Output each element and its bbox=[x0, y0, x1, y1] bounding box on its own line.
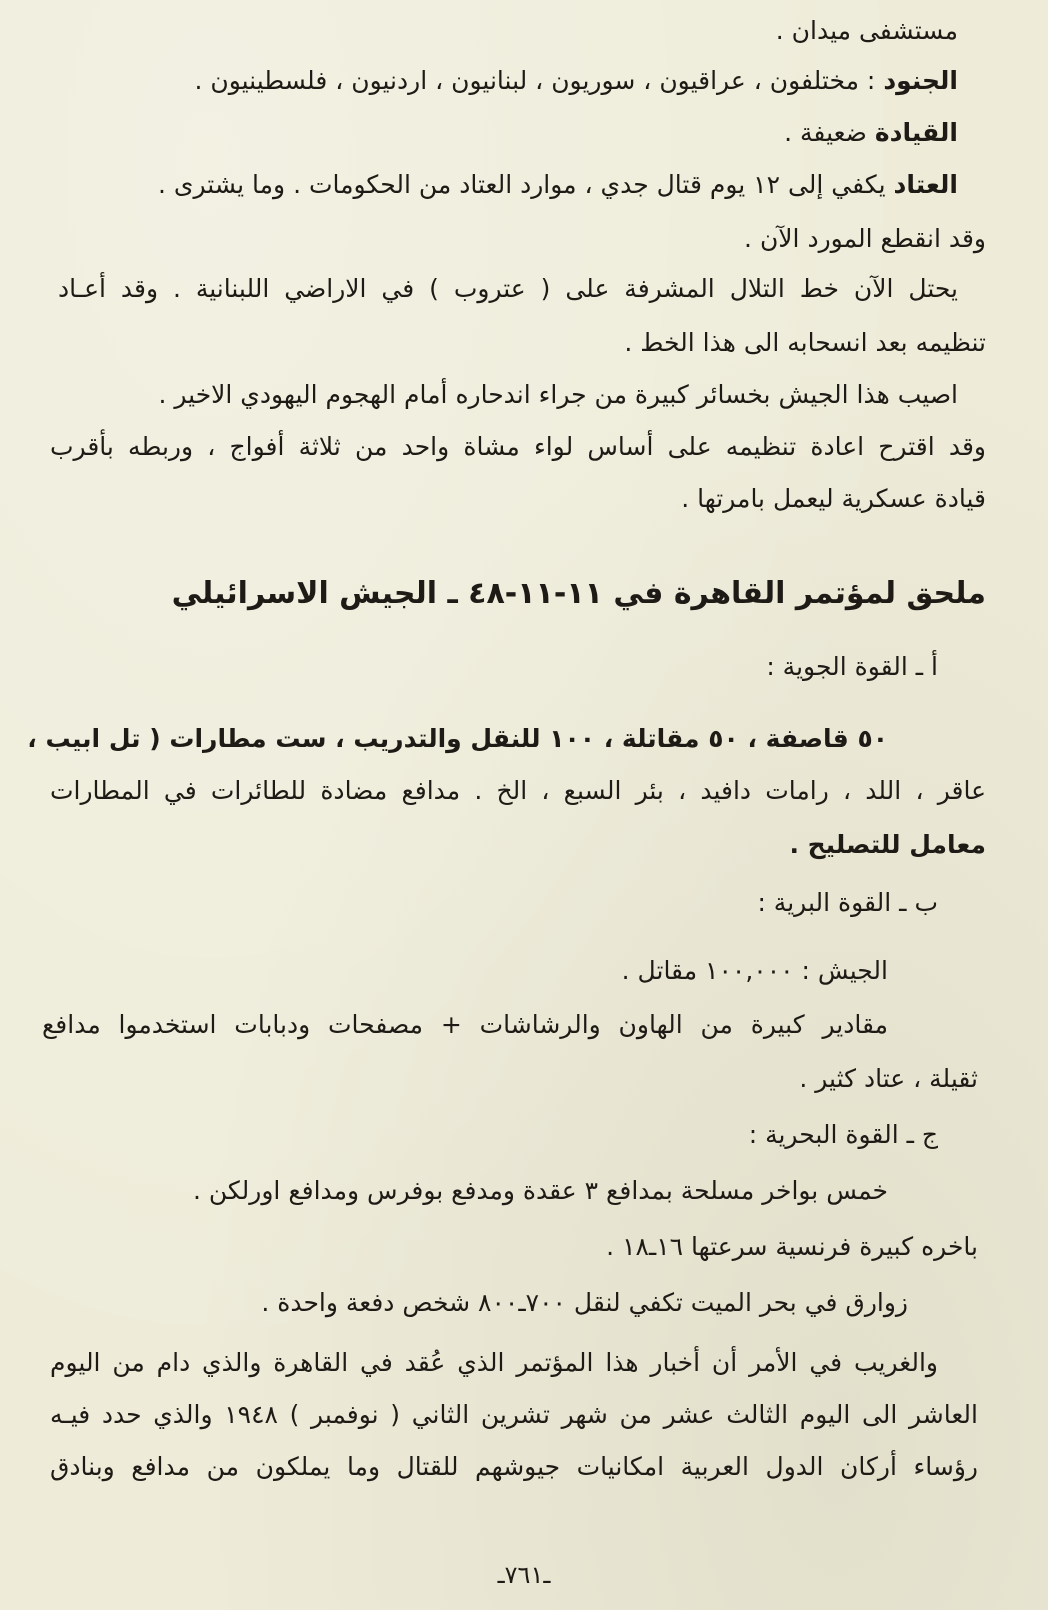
section-title: ملحق لمؤتمر القاهرة في ١١-١١-٤٨ ـ الجيش الاسرائيلي bbox=[171, 576, 986, 611]
naval-force-heading: ج ـ القوة البحرية : bbox=[748, 1120, 938, 1149]
line-reorganized: تنظيمه بعد انسحابه الى هذا الخط . bbox=[624, 328, 986, 357]
air-force-heading: أ ـ القوة الجوية : bbox=[766, 652, 938, 681]
label-soldiers: الجنود bbox=[883, 66, 958, 95]
air-force-line-3: معامل للتصليح . bbox=[789, 830, 986, 859]
naval-force-line-1: خمس بواخر مسلحة بمدافع ٣ عقدة ومدفع بوفرس ومدافع اورلكن . bbox=[192, 1176, 888, 1205]
air-force-line-1: ٥٠ قاصفة ، ٥٠ مقاتلة ، ١٠٠ للنقل والتدريب ، ست مطارات ( تل ابيب ، bbox=[27, 724, 888, 753]
naval-force-line-2: باخره كبيرة فرنسية سرعتها ١٦ـ١٨ . bbox=[606, 1232, 978, 1261]
land-force-heading: ب ـ القوة البرية : bbox=[757, 888, 938, 917]
line-ammunition: العتاد يكفي إلى ١٢ يوم قتال جدي ، موارد العتاد من الحكومات . وما يشترى . bbox=[158, 170, 958, 199]
line-command: القيادة ضعيفة . bbox=[784, 118, 958, 147]
line-supply-cut: وقد انقطع المورد الآن . bbox=[744, 224, 986, 253]
line-proposal: وقد اقترح اعادة تنظيمه على أساس لواء مشاة واحد من ثلاثة أفواج ، وربطه بأقرب bbox=[50, 432, 986, 461]
air-force-line-2: عاقر ، اللد ، رامات دافيد ، بئر السبع ، الخ . مدافع مضادة للطائرات في المطارات bbox=[50, 776, 986, 805]
land-force-line-1: الجيش : ١٠٠,٠٠٠ مقاتل . bbox=[621, 956, 888, 985]
line-soldiers: الجنود : مختلفون ، عراقيون ، سوريون ، لبنانيون ، اردنيون ، فلسطينيون . bbox=[194, 66, 958, 95]
naval-force-line-3: زوارق في بحر الميت تكفي لنقل ٧٠٠ـ٨٠٠ شخص دفعة واحدة . bbox=[261, 1288, 908, 1317]
label-ammunition: العتاد bbox=[893, 170, 958, 199]
line-field-hospital: مستشفى ميدان . bbox=[775, 16, 958, 45]
land-force-line-2: مقادير كبيرة من الهاون والرشاشات + مصفحات ودبابات استخدموا مدافع bbox=[42, 1010, 888, 1039]
page-number: ـ٧٦١ـ bbox=[497, 1561, 551, 1589]
line-command-attach: قيادة عسكرية ليعمل بامرتها . bbox=[681, 484, 986, 513]
line-losses: اصيب هذا الجيش بخسائر كبيرة من جراء اندحاره أمام الهجوم اليهودي الاخير . bbox=[158, 380, 958, 409]
line-occupies-hills: يحتل الآن خط التلال المشرفة على ( عتروب ) في الاراضي اللبنانية . وقد أعـاد bbox=[58, 274, 958, 303]
closing-line-2: العاشر الى اليوم الثالث عشر من شهر تشرين الثاني ( نوفمبر ) ١٩٤٨ والذي حدد فيـه bbox=[50, 1400, 978, 1429]
label-command: القيادة bbox=[874, 118, 958, 147]
closing-line-3: رؤساء أركان الدول العربية امكانيات جيوشهم للقتال وما يملكون من مدافع وبنادق bbox=[50, 1452, 978, 1481]
land-force-line-3: ثقيلة ، عتاد كثير . bbox=[799, 1064, 978, 1093]
closing-line-1: والغريب في الأمر أن أخبار هذا المؤتمر الذي عُقد في القاهرة والذي دام من اليوم bbox=[50, 1348, 938, 1377]
